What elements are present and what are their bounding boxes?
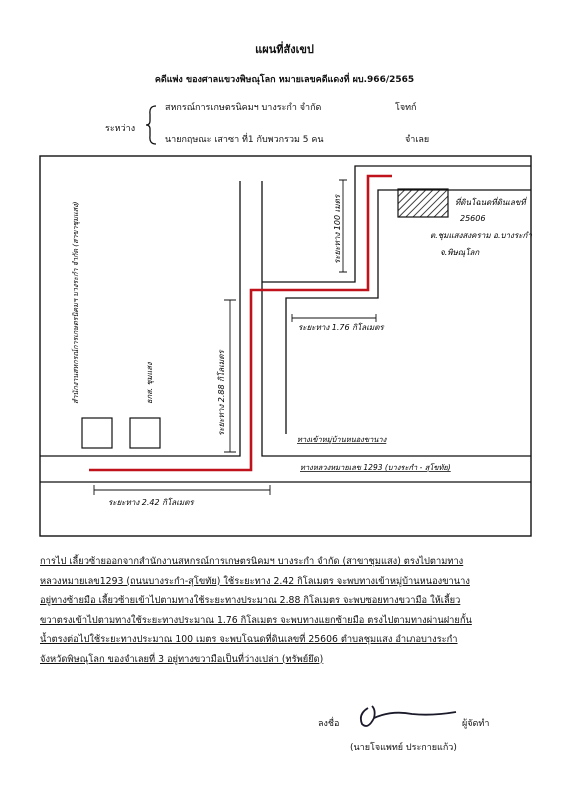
description-line: น้ำตรงต่อไปใช้ระยะทางประมาณ 100 เมตร จะพบโฉนดที่ดินเลขที่ 25606 ตำบลชุมแสง อำเภอบางระกำ bbox=[40, 634, 458, 645]
bank-building bbox=[130, 418, 160, 448]
dist-242-label: ระยะทาง 2.42 กิโลเมตร bbox=[108, 498, 194, 507]
case-number: คดีแพ่ง ของศาลแขวงพิษณุโลก หมายเลขคดีแดงที่ ผบ.966/2565 bbox=[154, 75, 415, 85]
description-line: หลวงหมายเลข1293 (ถนนบางระกำ-สุโขทัย) ใช้ระยะทาง 2.42 กิโลเมตร จะพบทางเข้าหมู่บ้านหนองขานาง bbox=[40, 575, 470, 587]
signature-mark bbox=[352, 700, 462, 732]
description-line: ขวาตรงเข้าไปตามทางใช้ระยะทางประมาณ 1.76 กิโลเมตร จะพบทางแยกซ้ายมือ ตรงไปตามทางผ่านฝายกั้น bbox=[40, 614, 472, 626]
route-description bbox=[40, 552, 540, 669]
defendant-name: นายกฤษณะ เสาซา ที่1 กับพวกรวม 5 คน bbox=[165, 135, 324, 145]
target-deed: 25606 bbox=[460, 214, 486, 223]
village-road-label: ทางเข้าหมู่บ้านหนองขานาง bbox=[297, 435, 387, 444]
target-loc1: ต.ชุมแสงสงคราม อ.บางระกำ bbox=[430, 231, 532, 240]
coop-office-building bbox=[82, 418, 112, 448]
between-label: ระหว่าง bbox=[105, 124, 136, 134]
document-title: แผนที่สังเขป bbox=[255, 43, 314, 56]
soi-road-upper-edge bbox=[262, 166, 531, 282]
bank-label: ธกส. ชุมแสง bbox=[145, 362, 154, 404]
highway-top-left-edge bbox=[40, 181, 240, 456]
description-line: จังหวัดพิษณุโลก ของจำเลยที่ 3 อยู่ทางขวามือเป็นที่ว่างเปล่า (ทรัพย์ยึด) bbox=[40, 653, 324, 665]
target-loc2: จ.พิษณุโลก bbox=[440, 248, 480, 257]
description-line: อยู่ทางซ้ายมือ เลี้ยวซ้ายเข้าไปตามทางใช้ระยะทางประมาณ 2.88 กิโลเมตร จะพบซอยทางขวามือ ให้เลี้ยว bbox=[40, 595, 461, 606]
village-road-right-edge bbox=[262, 181, 531, 456]
highway-label: ทางหลวงหมายเลข 1293 (บางระกำ - สุโขทัย) bbox=[300, 463, 451, 472]
plaintiff-role: โจทก์ bbox=[395, 103, 417, 113]
target-land-parcel bbox=[398, 189, 448, 217]
signer-role: ผู้จัดทำ bbox=[462, 719, 490, 729]
signer-name: (นายโจแพทย์ ประกายแก้ว) bbox=[350, 743, 457, 753]
target-label: ที่ดินโฉนดที่ดินเลขที่ bbox=[455, 198, 526, 207]
dist-288-label: ระยะทาง 2.88 กิโลเมตร bbox=[217, 350, 226, 436]
soi-road-lower-edge bbox=[286, 190, 531, 434]
coop-office-label: สำนักงานสหกรณ์การเกษตรนิคมฯ บางระกำ จำกัด (สาขาชุมแสง) bbox=[71, 201, 80, 404]
defendant-role: จำเลย bbox=[405, 135, 430, 145]
plaintiff-name: สหกรณ์การเกษตรนิคมฯ บางระกำ จำกัด bbox=[165, 103, 322, 113]
dist-176-label: ระยะทาง 1.76 กิโลเมตร bbox=[298, 323, 384, 332]
sign-label: ลงชื่อ bbox=[318, 719, 340, 729]
dist-100-label: ระยะทาง 100 เมตร bbox=[333, 194, 342, 264]
description-line: การไป เลี้ยวซ้ายออกจากสำนักงานสหกรณ์การเกษตรนิคมฯ บางระกำ จำกัด (สาขาชุมแสง) ตรงไปตามทาง bbox=[40, 556, 464, 567]
